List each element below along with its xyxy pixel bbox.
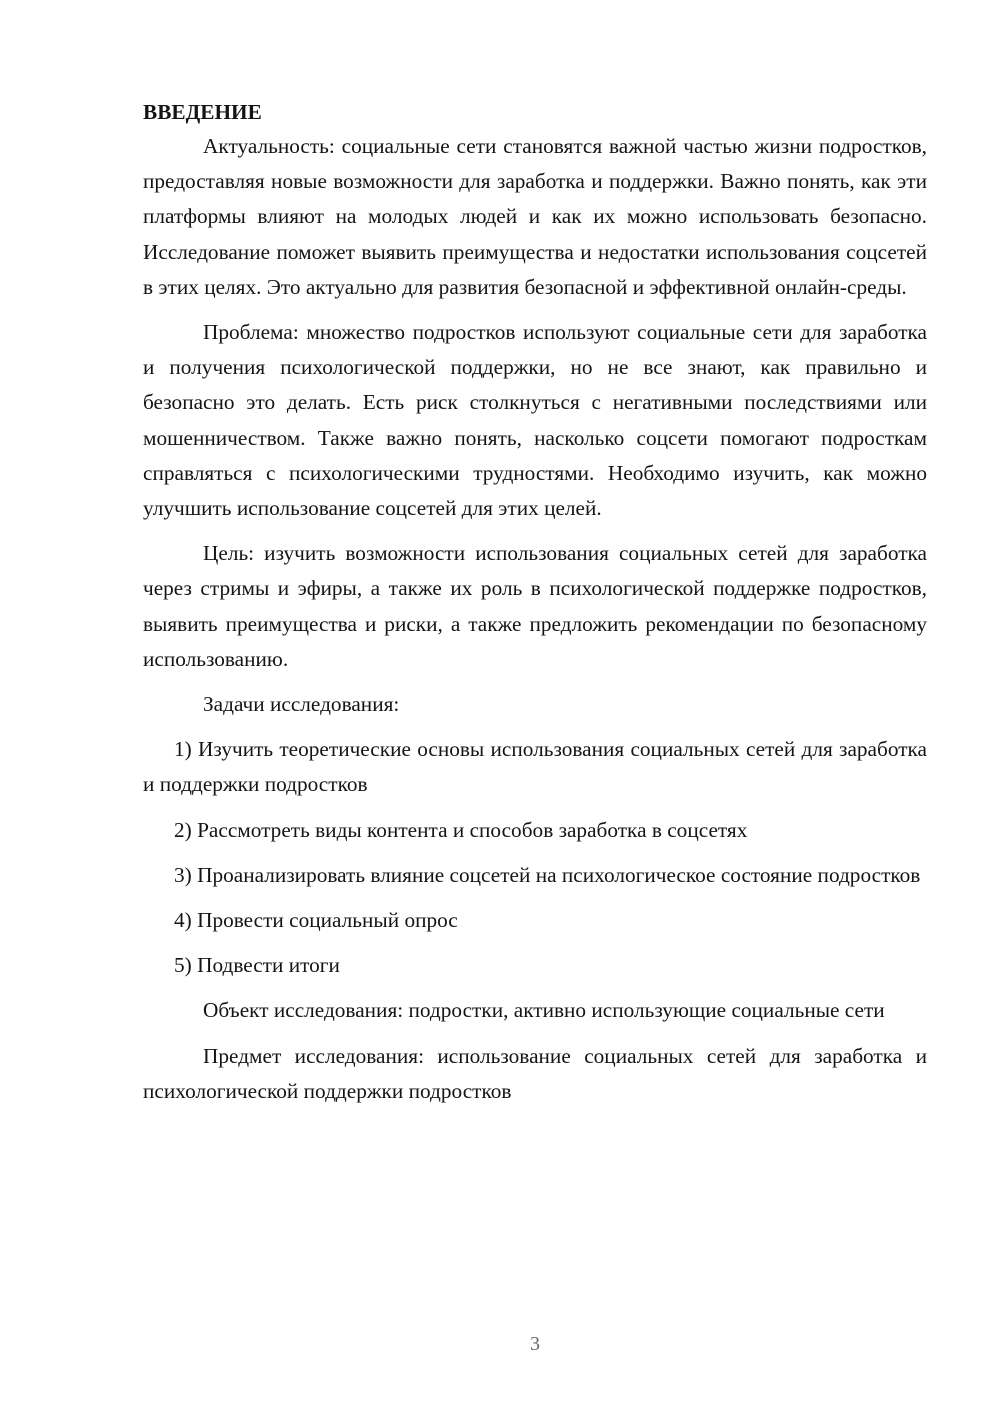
list-item: 1) Изучить теоретические основы использования социальных сетей для заработка и поддержки подростков	[143, 737, 927, 797]
relevance-paragraph: Актуальность: социальные сети становятся важной частью жизни подростков, предоставляя новые возможности для заработка и поддержки. Важно понять, как эти платформы влияют на молодых людей и как их можно использовать безопасно. Исследование поможет выявить преимущества и недостатки использования соцсетей в этих целях. Это актуально для развития безопасной и эффективной онлайн-среды.	[143, 134, 927, 299]
subject-paragraph: Предмет исследования: использование социальных сетей для заработка и психологической поддержки подростков	[143, 1043, 927, 1103]
section-heading: ВВЕДЕНИЕ	[143, 100, 262, 124]
tasks-heading: Задачи исследования:	[203, 692, 400, 717]
page-body	[143, 96, 927, 1109]
goal-paragraph: Цель: изучить возможности использования социальных сетей для заработка через стримы и эфиры, а также их роль в психологической поддержке подростков, выявить преимущества и риски, а также предложить рекомендации по безопасному использованию.	[143, 541, 927, 671]
object-paragraph: Объект исследования: подростки, активно использующие социальные сети	[203, 998, 885, 1023]
list-item: 2) Рассмотреть виды контента и способов заработка в соцсетях	[174, 817, 748, 842]
page-number: 3	[530, 1333, 540, 1355]
list-item: 3) Проанализировать влияние соцсетей на психологическое состояние подростков	[174, 862, 921, 887]
list-item: 5) Подвести итоги	[174, 953, 340, 978]
list-item: 4) Провести социальный опрос	[174, 908, 458, 933]
problem-paragraph: Проблема: множество подростков используют социальные сети для заработка и получения психологической поддержки, но не все знают, как правильно и безопасно это делать. Есть риск столкнуться с негативными последствиями или мошенничеством. Также важно понять, насколько соцсети помогают подросткам справляться с психологическими трудностями. Необходимо изучить, как можно улучшить использование соцсетей для этих целей.	[143, 320, 927, 521]
tasks-list	[143, 732, 927, 983]
